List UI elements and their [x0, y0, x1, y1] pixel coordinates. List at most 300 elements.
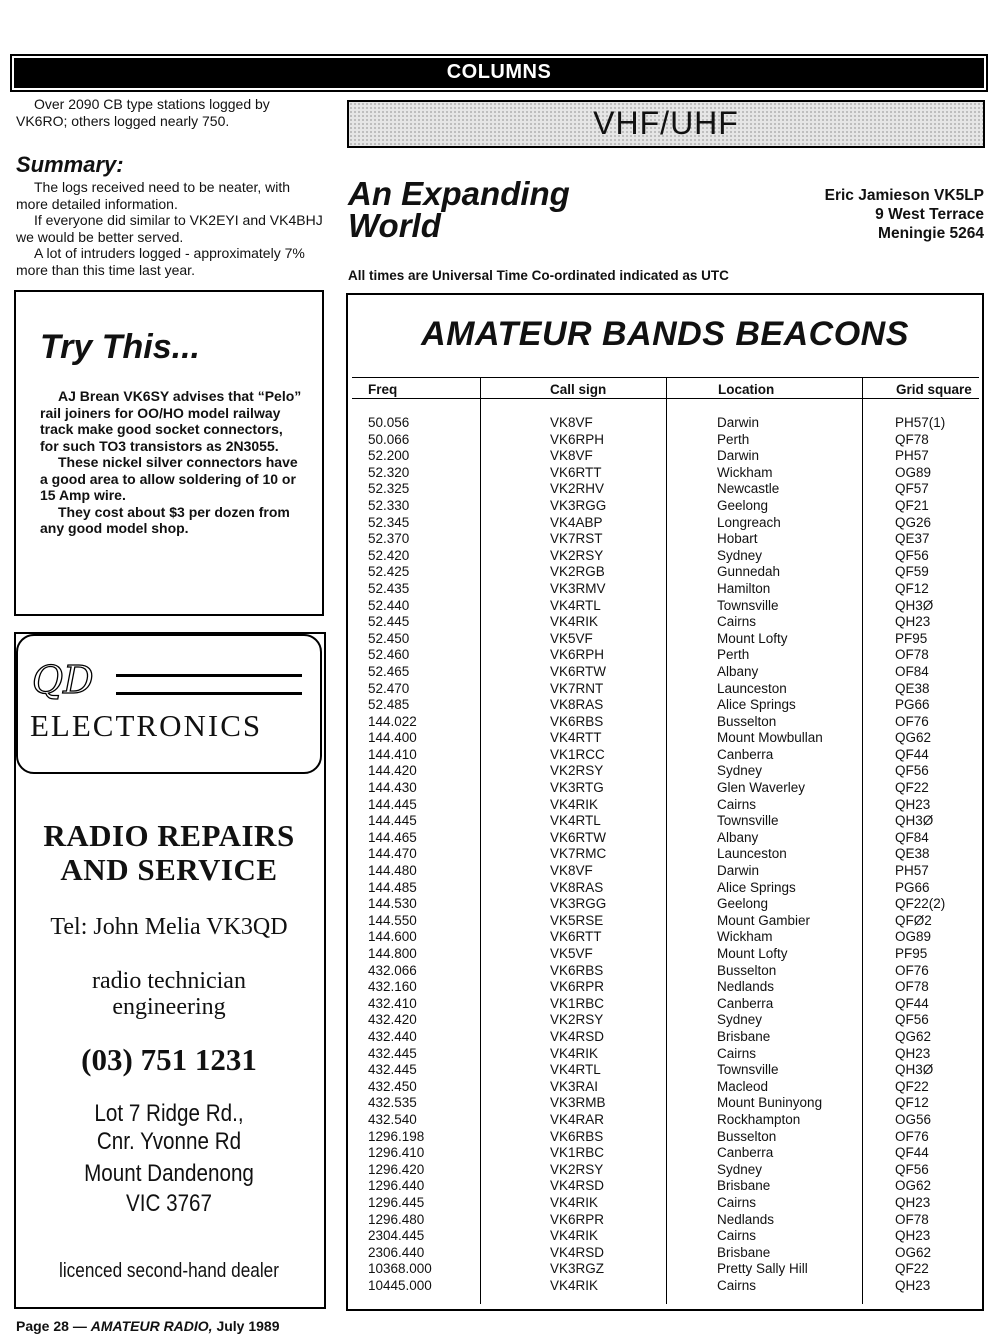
cell-call-sign: VK4RIK [550, 1194, 599, 1210]
cell-call-sign: VK5VF [550, 630, 593, 646]
cell-location: Mount Mowbullan [717, 730, 823, 746]
table-row [348, 598, 978, 615]
ad-line: radio technician [92, 968, 246, 994]
cell-grid-square: QE38 [895, 846, 930, 862]
cell-grid-square: QF22 [895, 1078, 929, 1094]
summary-heading: Summary: [16, 152, 124, 177]
article-title-line: World [348, 207, 441, 244]
try-this-paragraph: AJ Brean VK6SY advises that “Pelo” rail joiners for OO/HO model railway track make good socket connectors, for such TO3 transistors as 2N3055. [40, 388, 302, 454]
cell-grid-square: OG89 [895, 464, 932, 480]
cell-call-sign: VK8VF [550, 415, 593, 430]
table-row [348, 1278, 978, 1295]
table-row [348, 846, 978, 863]
ad-logo-box [16, 634, 322, 774]
cell-location: Hobart [717, 531, 758, 547]
cell-location: Sydney [717, 1012, 763, 1028]
cell-location: Sydney [717, 1161, 763, 1177]
column-header-grid-square: Grid square [896, 382, 972, 397]
cell-freq: 2304.445 [368, 1228, 425, 1244]
cell-location: Hamilton [717, 580, 771, 596]
summary-paragraph: A lot of intruders logged - approximately 7% more than this time last year. [16, 245, 305, 278]
cell-location: Cairns [717, 1194, 757, 1210]
cell-location: Glen Waverley [717, 780, 806, 796]
cell-call-sign: VK4RIK [550, 1045, 599, 1061]
cell-location: Brisbane [717, 1028, 771, 1044]
table-body [348, 415, 978, 1294]
table-row [348, 1228, 978, 1245]
cell-call-sign: VK4RSD [550, 1178, 605, 1194]
cell-call-sign: VK7RMC [550, 846, 607, 862]
cell-freq: 144.530 [368, 896, 417, 912]
table-row [348, 1162, 978, 1179]
cell-call-sign: VK7RNT [550, 680, 604, 696]
table-row [348, 1245, 978, 1262]
cell-call-sign: VK2RSY [550, 1161, 604, 1177]
cell-grid-square: QH3Ø [895, 597, 934, 613]
cell-freq: 432.066 [368, 962, 417, 978]
ad-tagline: licenced second-hand dealer [59, 1260, 279, 1282]
author-name: Eric Jamieson VK5LP [824, 187, 984, 204]
try-this-body [40, 388, 302, 537]
table-row [348, 714, 978, 731]
cell-location: Wickham [717, 464, 773, 480]
cell-freq: 1296.445 [368, 1194, 425, 1210]
table-row [348, 1079, 978, 1096]
cell-grid-square: QF12 [895, 580, 929, 596]
cell-location: Darwin [717, 415, 760, 430]
cell-freq: 144.022 [368, 713, 417, 729]
cell-freq: 52.425 [368, 564, 410, 580]
cell-grid-square: PH57 [895, 863, 929, 879]
table-row [348, 581, 978, 598]
article-title-line: An Expanding [348, 175, 570, 212]
cell-call-sign: VK4RTT [550, 730, 602, 746]
summary-text [16, 179, 324, 278]
column-header-freq: Freq [368, 382, 398, 397]
table-row [348, 979, 978, 996]
table-row [348, 996, 978, 1013]
cell-call-sign: VK4RSD [550, 1028, 605, 1044]
cell-freq: 144.420 [368, 763, 417, 779]
cell-freq: 144.400 [368, 730, 417, 746]
cell-grid-square: QF84 [895, 829, 929, 845]
cell-grid-square: OG62 [895, 1244, 932, 1260]
qd-electronics-ad [14, 632, 326, 1309]
cell-call-sign: VK4RTL [550, 597, 601, 613]
cell-location: Albany [717, 663, 759, 679]
cell-grid-square: QF22 [895, 1261, 929, 1277]
cell-freq: 50.056 [368, 415, 410, 430]
ad-address-line: Mount Dandenong [84, 1160, 254, 1187]
cell-freq: 1296.420 [368, 1161, 425, 1177]
cell-call-sign: VK3RGG [550, 896, 607, 912]
cell-freq: 2306.440 [368, 1244, 425, 1260]
cell-location: Perth [717, 431, 750, 447]
section-title: COLUMNS [446, 61, 552, 83]
cell-freq: 1296.410 [368, 1145, 425, 1161]
table-row [348, 614, 978, 631]
table-row [348, 481, 978, 498]
cell-location: Gunnedah [717, 564, 781, 580]
cell-grid-square: QE38 [895, 680, 930, 696]
cell-call-sign: VK8RAS [550, 697, 604, 713]
table-row [348, 813, 978, 830]
cell-call-sign: VK4ABP [550, 514, 603, 530]
cell-grid-square: PG66 [895, 697, 930, 713]
table-row [348, 1112, 978, 1129]
cell-location: Townsville [717, 597, 779, 613]
cell-grid-square: OF76 [895, 1128, 929, 1144]
cell-call-sign: VK4RAR [550, 1111, 605, 1127]
cell-call-sign: VK3RGG [550, 497, 607, 513]
cell-freq: 144.480 [368, 863, 417, 879]
cell-grid-square: QH23 [895, 1045, 931, 1061]
cell-freq: 432.445 [368, 1045, 417, 1061]
cell-call-sign: VK5RSE [550, 912, 604, 928]
cell-freq: 52.485 [368, 697, 410, 713]
logo-rule [116, 692, 302, 695]
cell-location: Mount Gambier [717, 912, 811, 928]
cell-freq: 144.465 [368, 829, 417, 845]
table-row [348, 681, 978, 698]
table-row [348, 880, 978, 897]
cell-location: Cairns [717, 796, 757, 812]
cell-grid-square: PH57(1) [895, 415, 946, 430]
cell-call-sign: VK1RBC [550, 1145, 605, 1161]
table-row [348, 697, 978, 714]
cell-freq: 52.420 [368, 547, 410, 563]
cell-call-sign: VK4RIK [550, 614, 599, 630]
cell-location: Launceston [717, 846, 787, 862]
cell-location: Cairns [717, 614, 757, 630]
cell-call-sign: VK3RGZ [550, 1261, 605, 1277]
cell-grid-square: QH23 [895, 1194, 931, 1210]
cell-location: Nedlands [717, 1211, 775, 1227]
cell-call-sign: VK3RAI [550, 1078, 599, 1094]
table-row [348, 1195, 978, 1212]
cell-grid-square: QF78 [895, 431, 929, 447]
table-row [348, 432, 978, 449]
footer-page: Page 28 — [16, 1318, 87, 1334]
cell-grid-square: QF56 [895, 1012, 929, 1028]
cell-location: Pretty Sally Hill [717, 1261, 808, 1277]
cell-grid-square: PH57 [895, 448, 929, 464]
table-row [348, 1012, 978, 1029]
table-row [348, 647, 978, 664]
cell-freq: 144.800 [368, 946, 417, 961]
cell-freq: 144.470 [368, 846, 417, 862]
cell-call-sign: VK2RSY [550, 1012, 604, 1028]
cell-call-sign: VK3RTG [550, 780, 604, 796]
table-row [348, 1178, 978, 1195]
cell-call-sign: VK6RTT [550, 929, 602, 945]
cell-grid-square: QFØ2 [895, 912, 932, 928]
cell-location: Busselton [717, 713, 777, 729]
cell-grid-square: QF44 [895, 746, 929, 762]
beacons-table [346, 293, 984, 1311]
cell-freq: 144.485 [368, 879, 417, 895]
author-block [825, 186, 984, 243]
table-row [348, 763, 978, 780]
column-banner-title: VHF/UHF [593, 105, 739, 141]
cell-freq: 432.410 [368, 995, 417, 1011]
cell-grid-square: QF12 [895, 1095, 929, 1111]
cell-grid-square: PF95 [895, 946, 928, 961]
cell-call-sign: VK2RGB [550, 564, 605, 580]
cell-freq: 52.330 [368, 497, 410, 513]
cell-freq: 144.410 [368, 746, 417, 762]
cell-freq: 144.445 [368, 796, 417, 812]
cell-location: Canberra [717, 995, 774, 1011]
ad-telephone-contact: Tel: John Melia VK3QD [50, 914, 288, 940]
utc-note: All times are Universal Time Co-ordinated indicated as UTC [348, 268, 729, 283]
cell-freq: 432.540 [368, 1111, 417, 1127]
cell-grid-square: QG26 [895, 514, 932, 530]
cell-freq: 52.440 [368, 597, 410, 613]
table-row [348, 963, 978, 980]
cell-grid-square: QH23 [895, 614, 931, 630]
table-row [348, 1129, 978, 1146]
cell-grid-square: OG89 [895, 929, 932, 945]
ad-phone-number: (03) 751 1231 [81, 1042, 257, 1077]
table-row [348, 465, 978, 482]
table-row [348, 913, 978, 930]
table-row [348, 531, 978, 548]
cell-location: Geelong [717, 497, 769, 513]
cell-call-sign: VK4RIK [550, 1228, 599, 1244]
cell-freq: 432.160 [368, 979, 417, 995]
cell-location: Brisbane [717, 1178, 771, 1194]
cell-grid-square: OG62 [895, 1178, 932, 1194]
cell-grid-square: QF44 [895, 995, 929, 1011]
cell-call-sign: VK4RIK [550, 796, 599, 812]
cell-freq: 432.420 [368, 1012, 417, 1028]
table-row [348, 797, 978, 814]
cell-location: Townsville [717, 813, 779, 829]
cell-grid-square: QF56 [895, 1161, 929, 1177]
cell-freq: 432.450 [368, 1078, 417, 1094]
cell-location: Wickham [717, 929, 773, 945]
cell-call-sign: VK2RSY [550, 547, 604, 563]
cell-location: Busselton [717, 962, 777, 978]
summary-paragraph: The logs received need to be neater, with more detailed information. [16, 179, 291, 212]
table-row [348, 1212, 978, 1229]
cell-location: Canberra [717, 746, 774, 762]
cell-location: Townsville [717, 1062, 779, 1078]
table-row [348, 664, 978, 681]
cell-call-sign: VK2RHV [550, 481, 605, 497]
cell-freq: 52.445 [368, 614, 410, 630]
cell-grid-square: OG56 [895, 1111, 932, 1127]
cell-location: Perth [717, 647, 750, 663]
cell-freq: 144.600 [368, 929, 417, 945]
cell-freq: 144.445 [368, 813, 417, 829]
cell-location: Mount Lofty [717, 946, 788, 961]
table-row [348, 1046, 978, 1063]
table-title: AMATEUR BANDS BEACONS [421, 315, 909, 353]
cell-freq: 52.470 [368, 680, 410, 696]
table-header-row [352, 377, 979, 399]
cell-freq: 52.345 [368, 514, 410, 530]
cell-grid-square: QE37 [895, 531, 930, 547]
cell-freq: 52.435 [368, 580, 410, 596]
cell-location: Busselton [717, 1128, 777, 1144]
footer-date: July 1989 [216, 1318, 280, 1334]
cell-freq: 52.450 [368, 630, 410, 646]
cell-grid-square: PG66 [895, 879, 930, 895]
cell-freq: 52.320 [368, 464, 410, 480]
cell-call-sign: VK6RBS [550, 962, 604, 978]
ad-heading: AND SERVICE [60, 852, 278, 887]
electronics-logo-text: ELECTRONICS [30, 708, 263, 743]
table-row [348, 548, 978, 565]
cell-freq: 144.550 [368, 912, 417, 928]
cell-grid-square: QH3Ø [895, 1062, 934, 1078]
column-banner [347, 100, 985, 148]
section-header [14, 58, 984, 88]
cell-location: Alice Springs [717, 697, 796, 713]
table-row [348, 896, 978, 913]
table-row [348, 448, 978, 465]
cell-call-sign: VK1RCC [550, 746, 605, 762]
cell-freq: 1296.440 [368, 1178, 425, 1194]
cell-location: Cairns [717, 1045, 757, 1061]
summary-paragraph: If everyone did similar to VK2EYI and VK4BHJ we would be better served. [16, 212, 323, 245]
logo-rule [116, 674, 302, 677]
table-row [348, 515, 978, 532]
cell-call-sign: VK4RTL [550, 813, 601, 829]
cell-call-sign: VK6RPH [550, 431, 605, 447]
cell-call-sign: VK3RMV [550, 580, 606, 596]
try-this-paragraph: These nickel silver connectors have a good area to allow soldering of 10 or 15 Amp wire. [40, 454, 298, 503]
table-row [348, 1062, 978, 1079]
cell-call-sign: VK7RST [550, 531, 603, 547]
cell-grid-square: QF44 [895, 1145, 929, 1161]
cell-freq: 10368.000 [368, 1261, 432, 1277]
cell-grid-square: QF22(2) [895, 896, 946, 912]
ad-address-line: Cnr. Yvonne Rd [96, 1128, 242, 1155]
cell-grid-square: OF76 [895, 962, 929, 978]
cell-grid-square: QG62 [895, 1028, 932, 1044]
author-address: Meningie 5264 [878, 225, 984, 242]
cell-call-sign: VK5VF [550, 946, 593, 961]
cell-grid-square: OF78 [895, 647, 929, 663]
ad-address-line: Lot 7 Ridge Rd., [94, 1100, 244, 1127]
intro-paragraph: Over 2090 CB type stations logged by VK6RO; others logged nearly 750. [16, 96, 270, 129]
ad-heading: RADIO REPAIRS [43, 818, 295, 853]
cell-call-sign: VK4RSD [550, 1244, 605, 1260]
cell-freq: 432.440 [368, 1028, 417, 1044]
cell-location: Mount Buninyong [717, 1095, 823, 1111]
cell-call-sign: VK8VF [550, 863, 593, 879]
table-row [348, 564, 978, 581]
cell-grid-square: OF78 [895, 1211, 929, 1227]
cell-freq: 432.445 [368, 1062, 417, 1078]
table-row [348, 929, 978, 946]
cell-call-sign: VK4RIK [550, 1277, 599, 1293]
cell-location: Sydney [717, 763, 763, 779]
cell-location: Longreach [717, 514, 781, 530]
cell-freq: 52.325 [368, 481, 410, 497]
cell-freq: 52.460 [368, 647, 410, 663]
cell-freq: 1296.480 [368, 1211, 425, 1227]
cell-grid-square: QH23 [895, 796, 931, 812]
cell-location: Newcastle [717, 481, 780, 497]
table-row [348, 946, 978, 963]
footer-publication: AMATEUR RADIO, [90, 1318, 213, 1334]
cell-call-sign: VK6RTW [550, 663, 607, 679]
table-row [348, 415, 978, 432]
cell-call-sign: VK8VF [550, 448, 593, 464]
table-row [348, 830, 978, 847]
table-row [348, 863, 978, 880]
cell-call-sign: VK6RBS [550, 1128, 604, 1144]
cell-grid-square: OF78 [895, 979, 929, 995]
cell-grid-square: QF22 [895, 780, 929, 796]
cell-grid-square: PF95 [895, 630, 928, 646]
cell-call-sign: VK4RTL [550, 1062, 601, 1078]
cell-location: Darwin [717, 448, 760, 464]
cell-call-sign: VK6RPR [550, 1211, 605, 1227]
cell-location: Sydney [717, 547, 763, 563]
ad-address-line: VIC 3767 [125, 1190, 213, 1217]
table-row [348, 1029, 978, 1046]
cell-grid-square: OF76 [895, 713, 929, 729]
cell-location: Darwin [717, 863, 760, 879]
table-row [348, 1145, 978, 1162]
cell-call-sign: VK6RBS [550, 713, 604, 729]
cell-location: Cairns [717, 1228, 757, 1244]
cell-location: Canberra [717, 1145, 774, 1161]
table-row [348, 1261, 978, 1278]
table-row [348, 730, 978, 747]
cell-call-sign: VK1RBC [550, 995, 605, 1011]
cell-location: Cairns [717, 1277, 757, 1293]
cell-freq: 1296.198 [368, 1128, 425, 1144]
try-this-paragraph: They cost about $3 per dozen from any good model shop. [40, 503, 290, 536]
try-this-box [14, 290, 324, 616]
column-header-call-sign: Call sign [550, 382, 607, 397]
author-address: 9 West Terrace [875, 206, 984, 223]
cell-call-sign: VK3RMB [550, 1095, 606, 1111]
cell-freq: 10445.000 [368, 1277, 432, 1293]
cell-location: Brisbane [717, 1244, 771, 1260]
ad-line: engineering [112, 994, 226, 1020]
qd-logo: QD [32, 658, 94, 702]
cell-location: Mount Lofty [717, 630, 788, 646]
cell-location: Alice Springs [717, 879, 796, 895]
cell-location: Geelong [717, 896, 769, 912]
cell-freq: 52.465 [368, 663, 410, 679]
cell-call-sign: VK6RPH [550, 647, 605, 663]
cell-grid-square: OF84 [895, 663, 929, 679]
cell-freq: 432.535 [368, 1095, 417, 1111]
cell-freq: 50.066 [368, 431, 410, 447]
table-row [348, 498, 978, 515]
page-footer [16, 1318, 280, 1334]
cell-grid-square: QH3Ø [895, 813, 934, 829]
column-header-location: Location [718, 382, 775, 397]
cell-call-sign: VK6RTW [550, 829, 607, 845]
cell-freq: 144.430 [368, 780, 417, 796]
cell-location: Launceston [717, 680, 787, 696]
cell-grid-square: QF56 [895, 763, 929, 779]
cell-location: Albany [717, 829, 759, 845]
cell-location: Rockhampton [717, 1111, 801, 1127]
cell-grid-square: QF57 [895, 481, 929, 497]
table-row [348, 780, 978, 797]
cell-call-sign: VK6RTT [550, 464, 602, 480]
